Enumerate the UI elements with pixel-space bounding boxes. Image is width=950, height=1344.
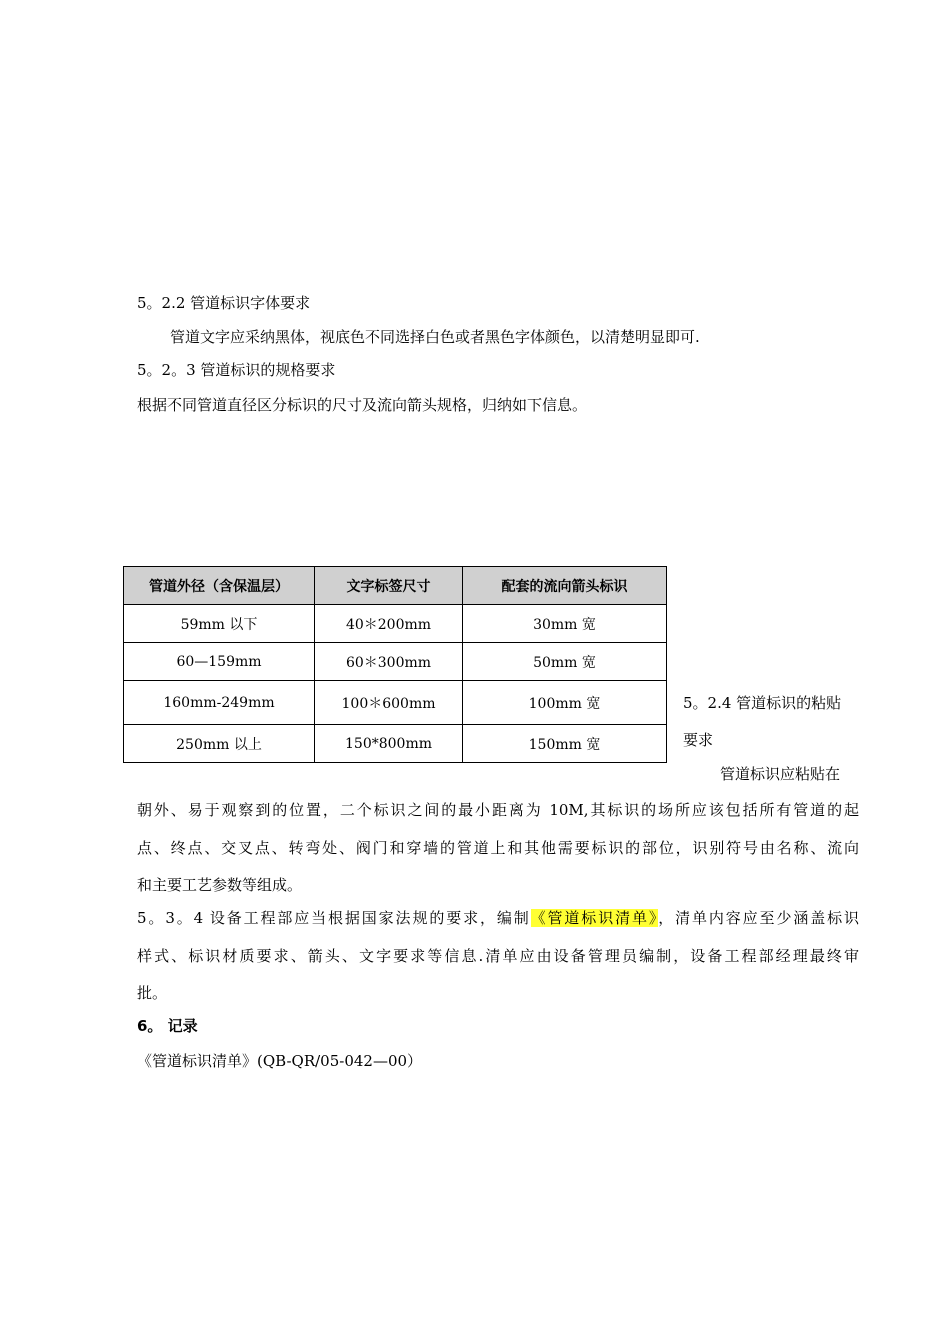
table-header-cell: 文字标签尺寸 — [315, 567, 463, 605]
paragraph-spec-intro: 根据不同管道直径区分标识的尺寸及流向箭头规格，归纳如下信息。 — [137, 396, 588, 414]
table-cell: 59mm 以下 — [124, 605, 315, 643]
paragraph-attach-line: 点、终点、交叉点、转弯处、阀门和穿墙的管道上和其他需要标识的部位，识别符号由名称、流向 — [137, 839, 859, 857]
paragraph-font-requirement: 管道文字应采纳黑体，视底色不同选择白色或者黑色字体颜色，以清楚明显即可. — [170, 328, 700, 346]
table-header-row — [124, 567, 667, 605]
table-cell: 100＊600mm — [315, 681, 463, 725]
table-cell: 40＊200mm — [315, 605, 463, 643]
record-reference: 《管道标识清单》(QB-QR/05-042—00） — [137, 1052, 423, 1070]
paragraph-attach-line: 和主要工艺参数等组成。 — [137, 876, 303, 894]
section-5-3-4-line: 批。 — [137, 984, 168, 1002]
text-run: ，清单内容应至少涵盖标识 — [658, 909, 859, 927]
table-cell: 60—159mm — [124, 643, 315, 681]
section-5-3-4-line — [137, 908, 859, 928]
table-cell: 160mm-249mm — [124, 681, 315, 725]
table-row — [124, 681, 667, 725]
table-header-cell: 管道外径（含保温层） — [124, 567, 315, 605]
table-cell: 250mm 以上 — [124, 725, 315, 763]
section-heading-5-2-3: 5。2。3 管道标识的规格要求 — [137, 361, 336, 379]
table-row — [124, 605, 667, 643]
section-heading-6: 6。 记录 — [137, 1017, 198, 1035]
table-cell: 30mm 宽 — [463, 605, 667, 643]
table-cell: 60＊300mm — [315, 643, 463, 681]
table-row — [124, 643, 667, 681]
paragraph-attach-line: 管道标识应粘贴在 — [720, 765, 841, 783]
section-5-3-4-line: 样式、标识材质要求、箭头、文字要求等信息.清单应由设备管理员编制，设备工程部经理最终审 — [137, 947, 859, 965]
table-cell: 100mm 宽 — [463, 681, 667, 725]
table-cell: 150*800mm — [315, 725, 463, 763]
table-header-cell: 配套的流向箭头标识 — [463, 567, 667, 605]
table-cell: 150mm 宽 — [463, 725, 667, 763]
highlighted-doc-title: 《管道标识清单》 — [530, 909, 659, 927]
paragraph-attach-line: 朝外、易于观察到的位置，二个标识之间的最小距离为 10M,其标识的场所应该包括所有管道的起 — [137, 801, 859, 819]
text-run: 5。3。4 设备工程部应当根据国家法规的要求，编制 — [137, 909, 531, 927]
spec-table — [123, 566, 667, 763]
table-cell: 50mm 宽 — [463, 643, 667, 681]
section-heading-5-2-4-cont: 要求 — [683, 731, 714, 749]
table-row — [124, 725, 667, 763]
section-heading-5-2-2: 5。2.2 管道标识字体要求 — [137, 294, 311, 312]
section-heading-5-2-4: 5。2.4 管道标识的粘贴 — [683, 694, 842, 712]
